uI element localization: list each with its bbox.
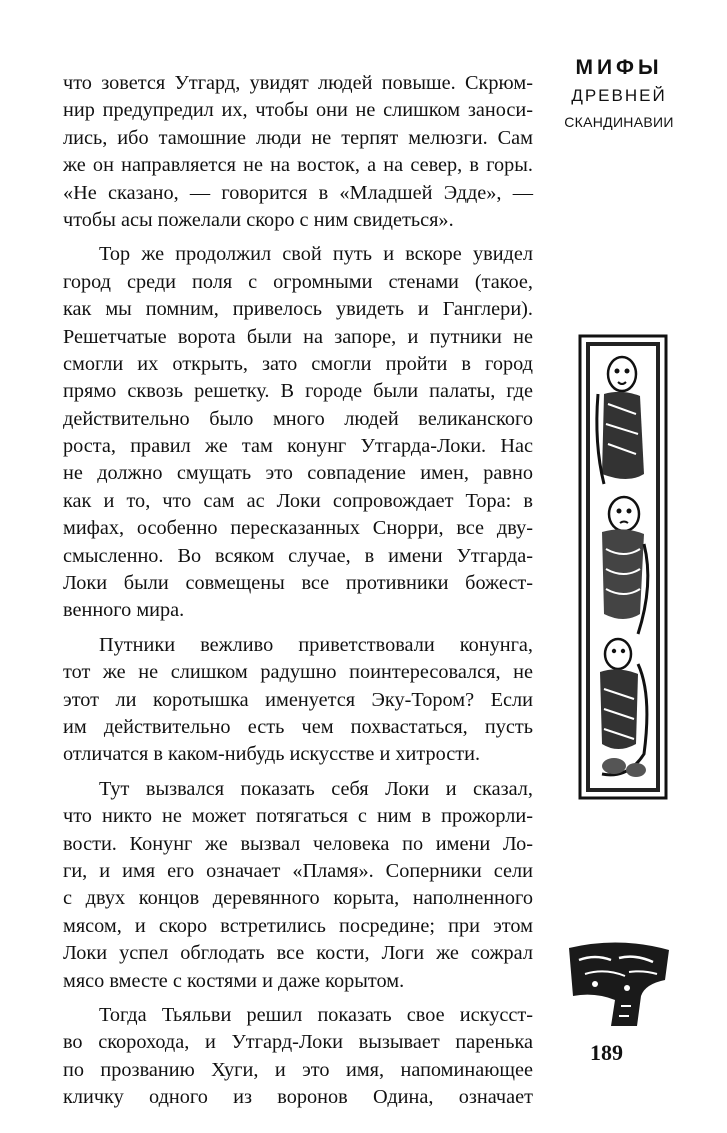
text-line: отличатся в каком-нибудь искусстве и хитрости.: [63, 743, 481, 766]
text-line: этот ли коротышка именуется Эку-Тором? Если: [63, 688, 533, 711]
text-line: вости. Конунг же вызвал человека по имени Ло-: [63, 832, 533, 855]
text-line: лись, ибо тамошние люди не терпят мелюзги. Сам: [63, 126, 533, 149]
running-head: [560, 56, 678, 130]
page-number: 189: [590, 1040, 623, 1065]
text-line: Локи были совмещены все противники божест-: [63, 572, 533, 595]
text-line: мифах, особенно пересказанных Снорри, все дву-: [63, 517, 533, 540]
text-line: что никто не может потягаться с ним в прожорли-: [63, 805, 533, 828]
text-line: им действительно есть чем похвастаться, пусть: [63, 715, 533, 738]
text-line: действительно было много людей великанского: [63, 407, 533, 430]
text-line: что зовется Утгард, увидят людей повыше. Скрюм-: [63, 72, 533, 94]
running-head-line2: ДРЕВНЕЙ: [571, 86, 667, 105]
text-line: как и то, что сам ас Локи сопровождает Тора: в: [63, 489, 533, 512]
ornament-illustration: [565, 940, 673, 1028]
text-line: с двух концов деревянного корыта, наполненного: [63, 887, 533, 910]
running-head-line1: МИФЫ: [575, 56, 663, 79]
body-text: [63, 70, 533, 1111]
text-line: Локи успел обглодать все кости, Логи же сожрал: [63, 942, 533, 965]
text-line: город среди поля с огромными стенами (такое,: [63, 270, 533, 293]
text-line: Тор же продолжил свой путь и вскоре увидел: [99, 243, 533, 266]
text-line: роста, правил же там конунг Утгарда-Локи. Нас: [63, 435, 533, 458]
running-head-line3: СКАНДИНАВИИ: [564, 114, 674, 130]
text-line: мясо вместе с костями и даже корытом.: [63, 969, 405, 992]
text-line: венного мира.: [63, 599, 185, 622]
text-line: Тут вызвался показать себя Локи и сказал,: [99, 777, 533, 800]
carved-panel-illustration: [578, 334, 668, 800]
text-line: Решетчатые ворота были на запоре, и путники не: [63, 325, 533, 348]
text-line: кличку одного из воронов Одина, означает: [63, 1086, 533, 1109]
text-line: как мы помним, привелось увидеть и Ганглери).: [63, 298, 533, 321]
text-line: нир предупредил их, чтобы они не слишком заноси-: [63, 99, 533, 122]
text-line: Тогда Тьяльви решил показать свое искусст-: [99, 1003, 533, 1026]
text-line: «Не сказано, — говорится в «Младшей Эдде», —: [63, 181, 533, 204]
text-line: по прозванию Хуги, и это имя, напоминающее: [63, 1058, 533, 1081]
text-line: тот же не слишком радушно поинтересовался, не: [63, 661, 533, 684]
text-line: мясом, и скоро встретились посредине; при этом: [63, 914, 533, 937]
text-line: ги, и имя его означает «Пламя». Соперники сели: [63, 859, 533, 882]
text-line: смысленно. Во всяком случае, в имени Утгарда-: [63, 544, 533, 567]
text-line: во скорохода, и Утгард-Локи вызывает паренька: [63, 1031, 533, 1054]
text-line: же он направляется не на восток, а на север, в горы.: [63, 154, 533, 177]
text-line: Путники вежливо приветствовали конунга,: [99, 633, 533, 656]
text-line: смогли их открыть, зато смогли пройти в город: [63, 352, 533, 375]
text-line: прямо сквозь решетку. В городе были палаты, где: [63, 380, 533, 403]
text-line: не должно смущать это совпадение имен, равно: [63, 462, 533, 485]
text-line: чтобы асы пожелали скоро с ним свидеться».: [63, 208, 454, 231]
